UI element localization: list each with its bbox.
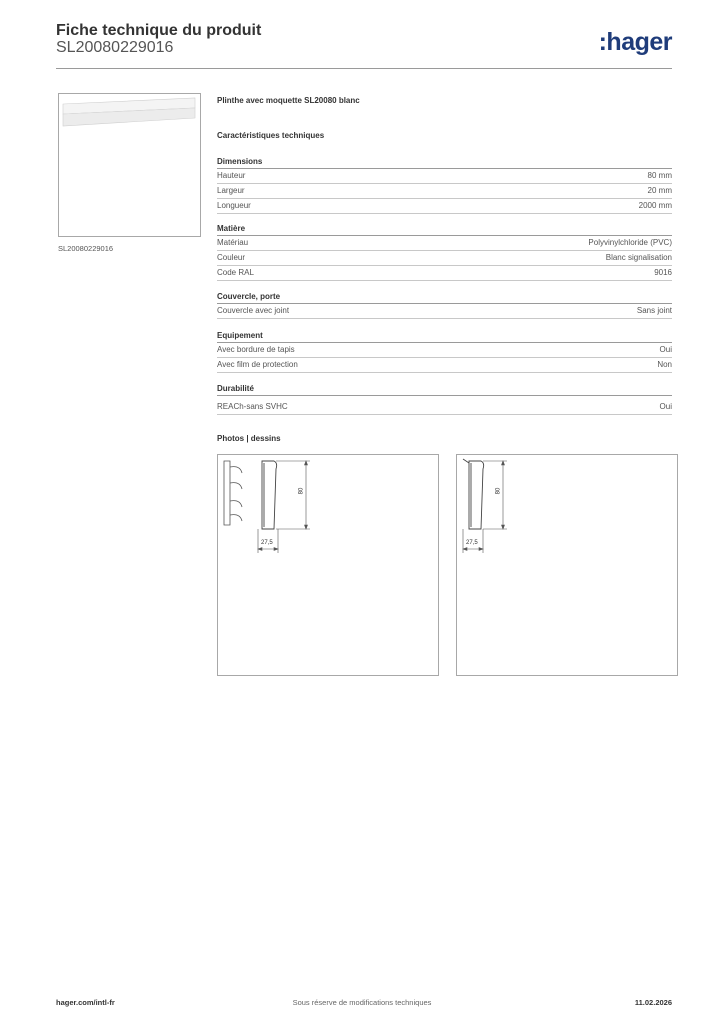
spec-value: Oui xyxy=(659,402,672,411)
spec-label: Avec bordure de tapis xyxy=(217,345,295,354)
photos-title: Photos | dessins xyxy=(217,434,281,443)
spec-row xyxy=(217,251,672,266)
spec-value: Sans joint xyxy=(636,306,672,315)
spec-row xyxy=(217,266,672,281)
product-image xyxy=(58,93,201,237)
spec-value: 80 mm xyxy=(647,171,672,180)
spec-value: Non xyxy=(657,360,672,369)
profile-drawing-icon xyxy=(457,455,677,675)
spec-label: Avec film de protection xyxy=(217,360,298,369)
spec-row xyxy=(217,400,672,415)
spec-value: Oui xyxy=(659,345,672,354)
spec-label: Couleur xyxy=(217,253,246,262)
spec-row xyxy=(217,236,672,251)
spec-row xyxy=(217,169,672,184)
footer-website[interactable]: hager.com/intl-fr xyxy=(56,998,115,1007)
product-image-caption: SL20080229016 xyxy=(58,244,114,253)
spec-value: 9016 xyxy=(654,268,672,277)
spec-label: REACh-sans SVHC xyxy=(217,402,288,411)
tech-specs-title: Caractéristiques techniques xyxy=(217,131,325,140)
spec-label: Hauteur xyxy=(217,171,246,180)
technical-drawing-2 xyxy=(456,454,678,676)
dimension-label-height: 80 xyxy=(298,487,305,495)
spec-row xyxy=(217,304,672,319)
header-divider xyxy=(56,68,672,69)
section-title-couvercle: Couvercle, porte xyxy=(217,291,672,304)
spec-label: Code RAL xyxy=(217,268,254,277)
spec-label: Couvercle avec joint xyxy=(217,306,290,315)
spec-value: Blanc signalisation xyxy=(605,253,672,262)
spec-row xyxy=(217,199,672,214)
spec-row xyxy=(217,358,672,373)
spec-value: 2000 mm xyxy=(638,201,672,210)
spec-label: Largeur xyxy=(217,186,245,195)
spec-label: Longueur xyxy=(217,201,251,210)
dimension-label-width: 27,5 xyxy=(261,540,273,546)
dimension-label-width: 27,5 xyxy=(466,540,478,546)
section-title-equipement: Equipement xyxy=(217,330,672,343)
hager-logo: :hager xyxy=(598,28,672,56)
spec-label: Matériau xyxy=(217,238,249,247)
skirting-board-illustration xyxy=(59,94,200,236)
product-name: Plinthe avec moquette SL20080 blanc xyxy=(217,96,360,105)
profile-drawing-with-carpet-icon xyxy=(218,455,438,675)
product-reference: SL20080229016 xyxy=(56,39,174,56)
footer-notice: Sous réserve de modifications techniques xyxy=(292,998,432,1007)
footer-date: 11.02.2026 xyxy=(634,998,672,1007)
spec-value: 20 mm xyxy=(647,186,672,195)
dimension-label-height: 80 xyxy=(495,487,502,495)
spec-row xyxy=(217,184,672,199)
spec-row xyxy=(217,343,672,358)
section-title-matiere: Matière xyxy=(217,223,672,236)
section-title-durabilite: Durabilité xyxy=(217,383,672,396)
page-title: Fiche technique du produit xyxy=(56,22,262,39)
technical-drawing-1 xyxy=(217,454,439,676)
section-title-dimensions: Dimensions xyxy=(217,156,672,169)
spec-value: Polyvinylchloride (PVC) xyxy=(588,238,672,247)
